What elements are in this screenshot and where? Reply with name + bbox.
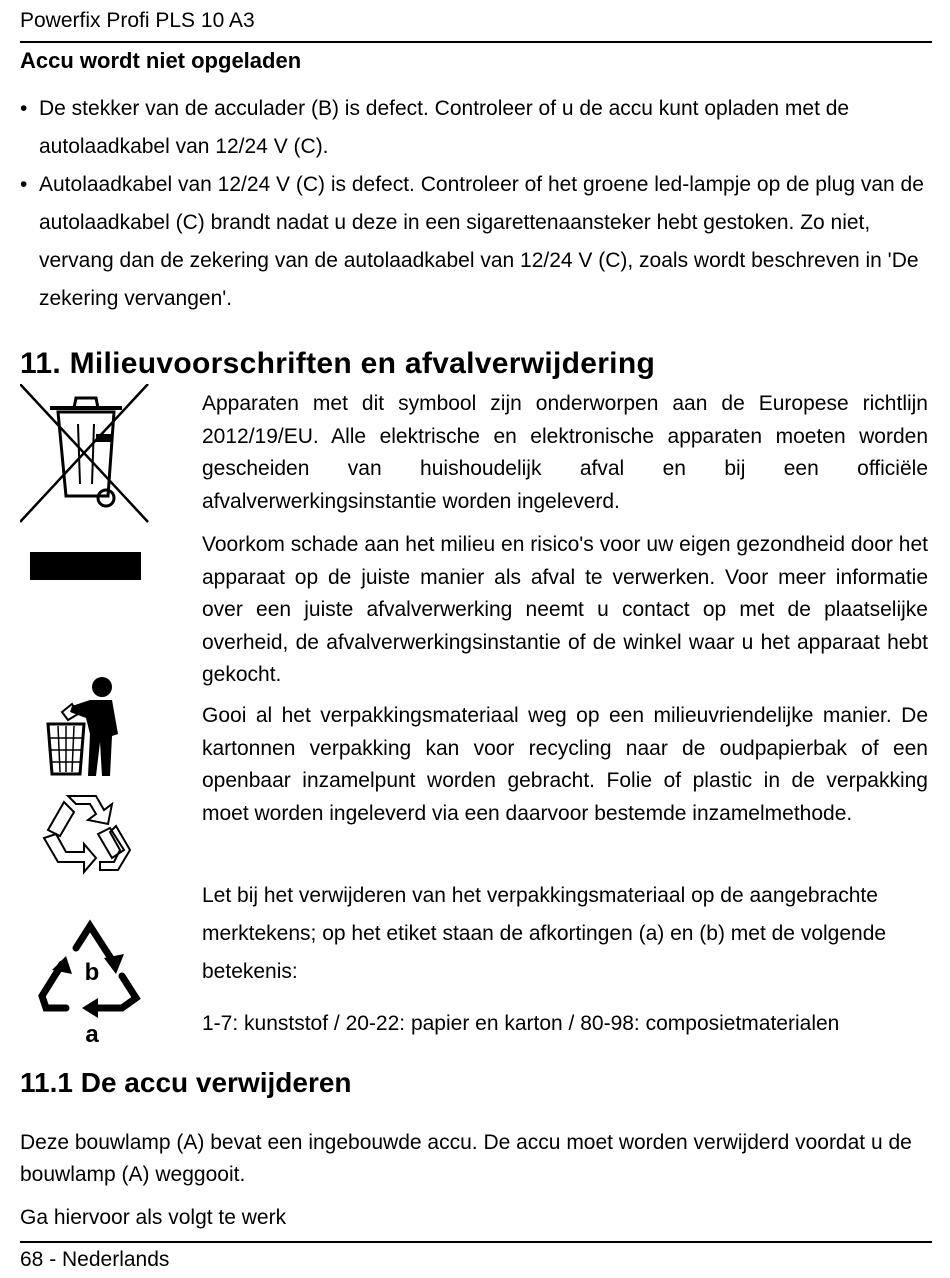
resin-code-triangle-icon (36, 912, 148, 1048)
recycle-arrows-icon (38, 790, 134, 882)
environment-paragraph: Voorkom schade aan het milieu en risico's voor uw eigen gezondheid door het apparaat op de juiste manier als afval te verwerken. Voor meer informatie over een juiste afvalverwerking neemt u contact op met de plaatselijke overheid, de afvalverwerkingsinstantie of de winkel waar u het apparaat hebt gekocht. (202, 533, 928, 686)
bullet-item (20, 90, 932, 166)
footer-page-label: 68 - Nederlands (20, 1248, 170, 1271)
resin-label-a: a (85, 1021, 99, 1048)
bullet-dot: • (20, 97, 28, 120)
footer-rule (20, 1241, 932, 1243)
environment-heading: 11. Milieuvoorschriften en afvalverwijdering (20, 347, 656, 380)
battery-heading: 11.1 De accu verwijderen (20, 1067, 352, 1098)
bullet-text: Autolaadkabel van 12/24 V (C) is defect. Controleer of het groene led-lampje op de plug van de autolaadkabel (C) brandt nadat u deze in een sigarettenaansteker hebt gestoken. Zo niet, vervang dan de zekering van de autolaadkabel van 12/24 V (C), zoals wordt beschreven in 'De zekering vervangen'. (39, 173, 924, 310)
header-rule (20, 41, 932, 43)
charging-heading: Accu wordt niet opgeladen (20, 48, 302, 73)
bullet-dot: • (20, 173, 28, 196)
material-codes: 1-7: kunststof / 20-22: papier en karton / 80-98: composietmaterialen (202, 1012, 840, 1035)
tidyman-icon (46, 676, 130, 778)
header-title: Powerfix Profi PLS 10 A3 (20, 9, 255, 32)
crossed-out-wheelie-bin-icon (20, 384, 152, 584)
weee-paragraph: Apparaten met dit symbool zijn onderworpen aan de Europese richtlijn 2012/19/EU. Alle elektrische en elektronische apparaten moeten worden gescheiden van huishoudelijk afval en bij een officiële afvalverwerkingsinstantie worden ingeleverd. (202, 392, 928, 513)
manual-page (20, 0, 932, 1278)
bullet-text: De stekker van de acculader (B) is defect. Controleer of u de accu kunt opladen met de autolaadkabel van 12/24 V (C). (39, 97, 850, 158)
resin-label-b: b (84, 959, 100, 986)
charging-bullet-list (20, 90, 932, 318)
battery-instructions-intro: Ga hiervoor als volgt te werk (20, 1206, 287, 1229)
battery-paragraph: Deze bouwlamp (A) bevat een ingebouwde accu. De accu moet worden verwijderd voordat u de bouwlamp (A) weggooit. (20, 1131, 912, 1186)
bullet-item (20, 166, 932, 318)
markings-paragraph: Let bij het verwijderen van het verpakkingsmateriaal op de aangebrachte merktekens; op het etiket staan de afkortingen (a) en (b) met de volgende betekenis: (202, 884, 887, 983)
packaging-paragraph: Gooi al het verpakkingsmateriaal weg op een milieuvriendelijke manier. De kartonnen verpakking kan voor recycling naar de oudpapierbak of een openbaar inzamelpunt worden gebracht. Folie of plastic in de verpakking moet worden ingeleverd via een daarvoor bestemde inzamelmethode. (202, 704, 928, 825)
